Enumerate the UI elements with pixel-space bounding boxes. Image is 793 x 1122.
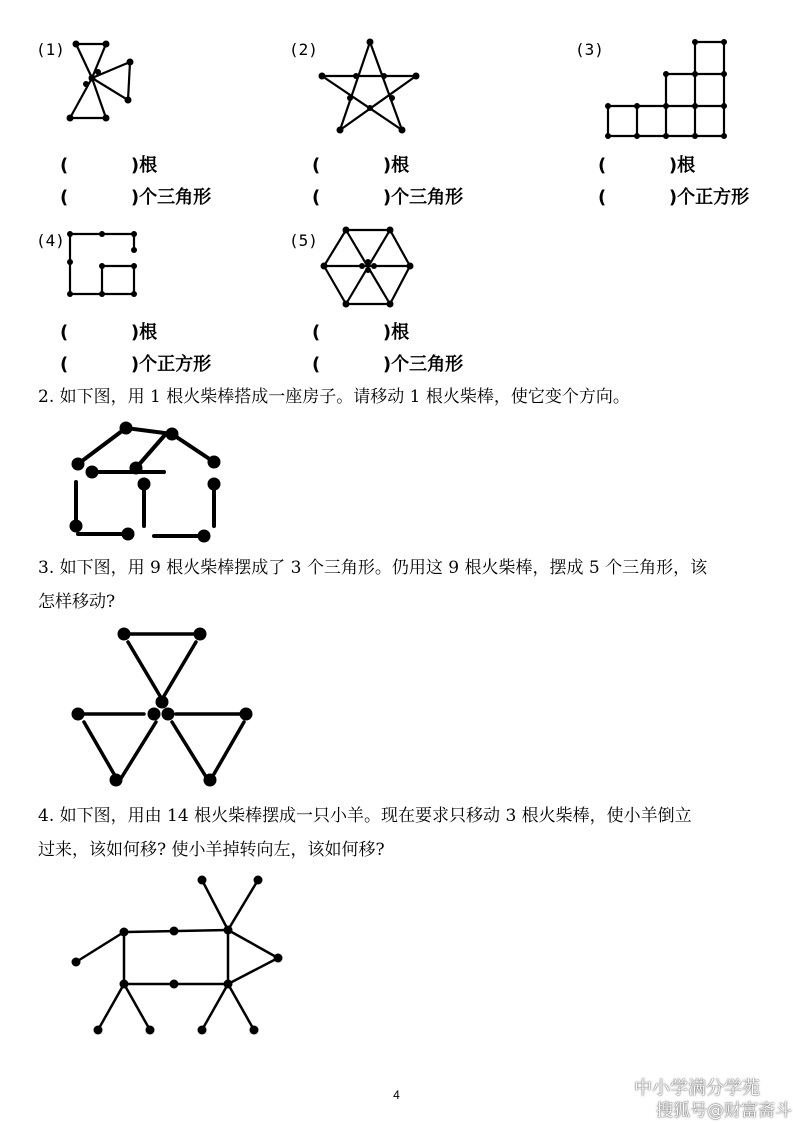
figure-4-shape-blank[interactable]: ( )个正方形 [60, 354, 212, 375]
watermark-line2: 搜狐号@财富斋斗 [656, 1101, 792, 1121]
matchstick-figure-5 [318, 224, 418, 314]
problem-3-text-line2: 怎样移动? [38, 592, 116, 612]
matchstick-figure-1 [62, 36, 162, 136]
figure-2-shape-blank[interactable]: ( )个三角形 [312, 187, 464, 208]
page-number: 4 [393, 1088, 400, 1102]
matchstick-figure-2 [316, 36, 426, 136]
figure-4-label: (4) [36, 231, 65, 250]
problem-3-text-line1: 3. 如下图，用 9 根火柴棒摆成了 3 个三角形。仍用这 9 根火柴棒，摆成 5 个三角形，该 [38, 558, 708, 578]
watermark-line1: 中小学满分学苑 [634, 1078, 760, 1099]
matchstick-house [64, 418, 234, 548]
figure-4-count-blank[interactable]: ( )根 [60, 322, 158, 343]
figure-3-label: (3) [575, 40, 604, 59]
matchstick-figure-4 [62, 226, 152, 306]
matchstick-figure-3 [600, 34, 730, 144]
matchstick-sheep [66, 872, 296, 1042]
problem-4-text-line2: 过来，该如何移? 使小羊掉转向左，该如何移? [38, 840, 385, 860]
figure-5-label: (5) [289, 231, 318, 250]
figure-3-shape-blank[interactable]: ( )个正方形 [598, 187, 750, 208]
figure-1-label: (1) [36, 40, 65, 59]
figure-1-count-blank[interactable]: ( )根 [60, 155, 158, 176]
figure-1-shape-blank[interactable]: ( )个三角形 [60, 187, 212, 208]
matchstick-three-triangles [64, 624, 264, 794]
figure-5-shape-blank[interactable]: ( )个三角形 [312, 354, 464, 375]
figure-5-count-blank[interactable]: ( )根 [312, 322, 410, 343]
figure-2-label: (2) [289, 40, 318, 59]
watermark [604, 1072, 793, 1122]
wechat-icon [608, 1078, 632, 1098]
problem-4-text-line1: 4. 如下图，用由 14 根火柴棒摆成一只小羊。现在要求只移动 3 根火柴棒，使小羊倒立 [38, 806, 692, 826]
figure-3-count-blank[interactable]: ( )根 [598, 155, 696, 176]
figure-2-count-blank[interactable]: ( )根 [312, 155, 410, 176]
problem-2-text: 2. 如下图，用 1 根火柴棒搭成一座房子。请移动 1 根火柴棒，使它变个方向。 [38, 387, 630, 407]
